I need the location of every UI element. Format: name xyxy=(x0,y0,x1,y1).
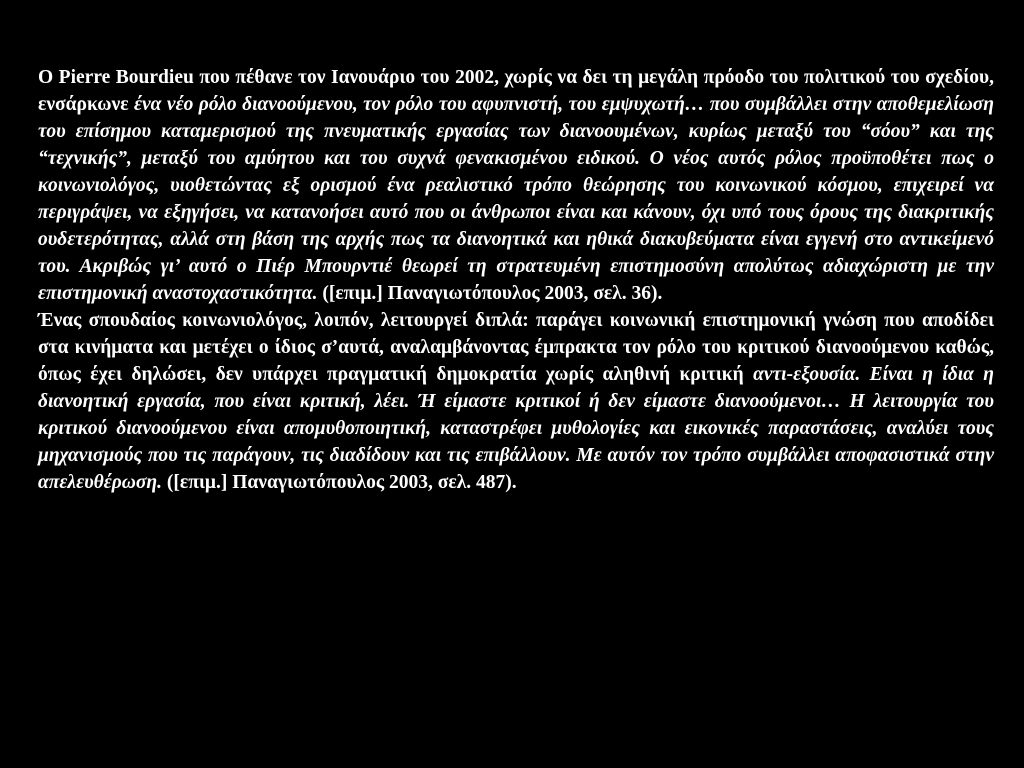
paragraph-2-quote: αντι-εξουσία. Είναι η ίδια η διανοητική εργασία, που είναι κριτική, λέει. Ή είμαστε κριτικοί ή δεν είμαστε διανοούμενοι… Η λειτουργία του κριτικού διανοούμενου είναι απομυθοποιητική, καταστρέφει μυθολογίες και εικονικές παραστάσεις, αναλύει τους μηχανισμούς που τις παράγουν, τις διαδίδουν και τις επιβάλλουν. Με αυτόν τον τρόπο συμβάλλει αποφασιστικά στην απελευθέρωση. xyxy=(38,364,994,493)
paragraph-sociologist xyxy=(38,307,994,496)
paragraph-bourdieu xyxy=(38,64,994,307)
paragraph-2-intro: Ένας σπουδαίος κοινωνιολόγος, λοιπόν, λειτουργεί διπλά: παράγει κοινωνική επιστημονική γνώση που αποδίδει στα κινήματα και μετέχει ο ίδιος σ’αυτά, αναλαμβάνοντας έμπρακτα τον ρόλο του κριτικού διανοούμενου καθώς, όπως έχει δηλώσει, δεν υπάρχει πραγματική δημοκρατία χωρίς αληθινή κριτική xyxy=(38,310,994,385)
text-block xyxy=(38,64,994,496)
paragraph-1-citation: ([επιμ.] Παναγιωτόπουλος 2003, σελ. 36). xyxy=(317,283,663,304)
paragraph-2-citation: ([επιμ.] Παναγιωτόπουλος 2003, σελ. 487). xyxy=(162,472,517,493)
paragraph-1-quote: ένα νέο ρόλο διανοούμενου, τον ρόλο του αφυπνιστή, του εμψυχωτή… που συμβάλλει στην αποθεμελίωση του επίσημου καταμερισμού της πνευματικής εργασίας των διανοουμένων, κυρίως μεταξύ του “σόου” και της “τεχνικής”, μεταξύ του αμύητου και του συχνά φενακισμένου ειδικού. Ο νέος αυτός ρόλος προϋποθέτει πως ο κοινωνιολόγος, υιοθετώντας εξ ορισμού ένα ρεαλιστικό τρόπο θεώρησης του κοινωνικού κόσμου, επιχειρεί να περιγράψει, να εξηγήσει, να κατανοήσει αυτό που οι άνθρωποι είναι και κάνουν, όχι υπό τους όρους της διακριτικής ουδετερότητας, αλλά στη βάση της αρχής πως τα διανοητικά και ηθικά διακυβεύματα είναι εγγενή στο αντικείμενό του. Ακριβώς γι’ αυτό ο Πιέρ Μπουρντιέ θεωρεί τη στρατευμένη επιστημοσύνη απολύτως αδιαχώριστη με την επιστημονική αναστοχαστικότητα. xyxy=(38,94,995,304)
paragraph-1-intro: Ο Pierre Bourdieu που πέθανε τον Ιανουάριο του 2002, χωρίς να δει τη μεγάλη πρόοδο του πολιτικού του σχεδίου, ενσάρκωνε xyxy=(38,67,994,115)
